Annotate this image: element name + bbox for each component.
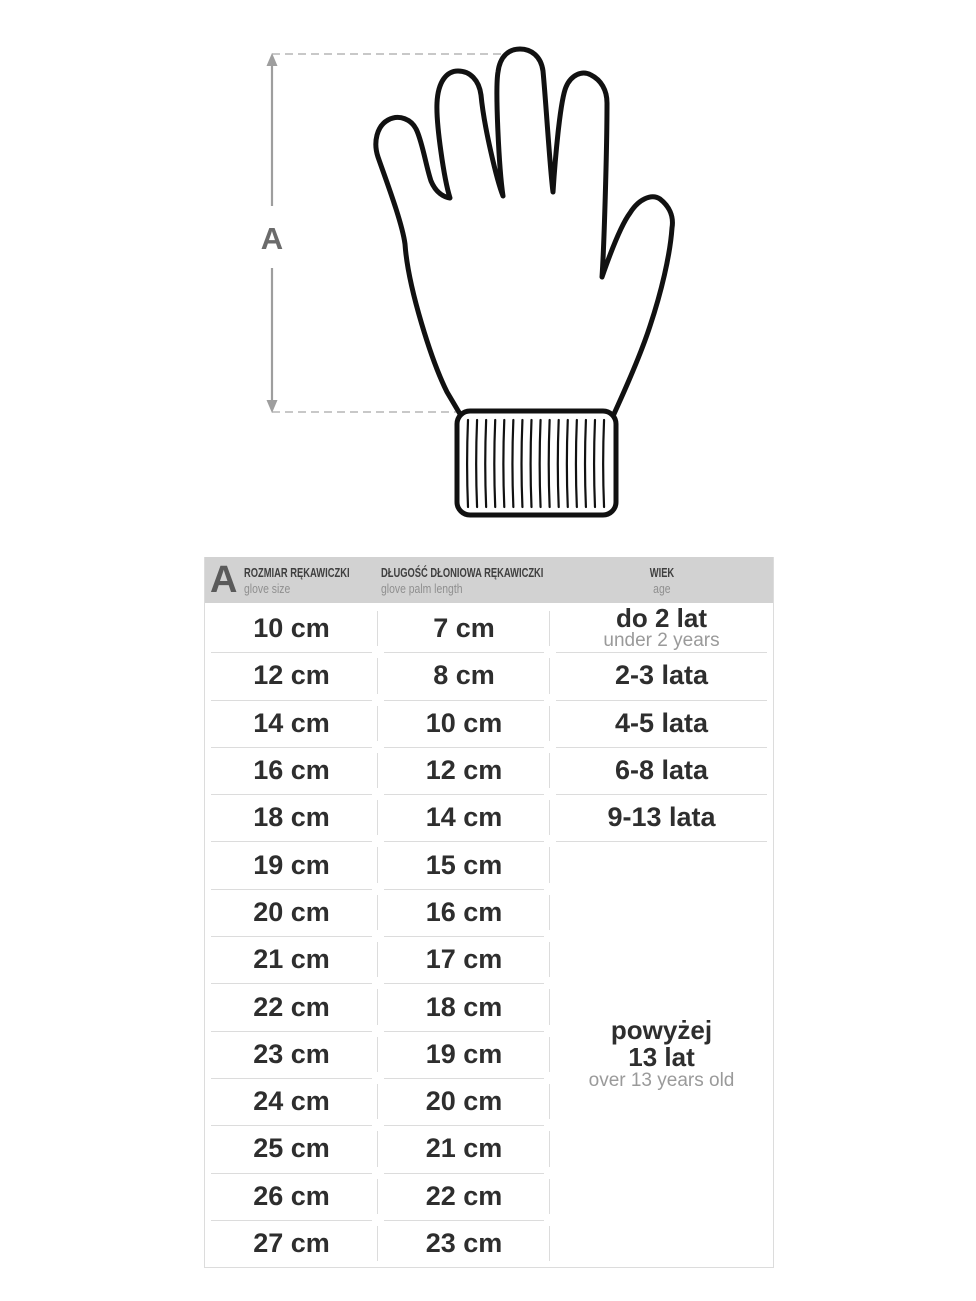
arrowhead-up — [267, 53, 278, 66]
age-cell: 2-3 lata — [550, 652, 773, 699]
glove-size-cell: 14 cm — [205, 700, 378, 747]
age-subtext: under 2 years — [603, 630, 720, 652]
glove-size-cell: 24 cm — [205, 1078, 378, 1125]
glove-size-cell: 18 cm — [205, 794, 378, 841]
glove-size-cell: 16 cm — [205, 747, 378, 794]
palm-length-cell: 15 cm — [378, 841, 550, 888]
glove-size-cell: 12 cm — [205, 652, 378, 699]
glove-size-cell: 22 cm — [205, 983, 378, 1030]
arrowhead-down — [267, 400, 278, 413]
table-body — [205, 605, 773, 1267]
glove-size-cell: 25 cm — [205, 1125, 378, 1172]
palm-length-cell: 23 cm — [378, 1220, 550, 1267]
glove-illustration — [230, 30, 730, 530]
age-cell: 4-5 lata — [550, 700, 773, 747]
palm-length-cell: 12 cm — [378, 747, 550, 794]
table-header — [205, 557, 773, 603]
dimension-label: A — [260, 221, 284, 256]
header-palm-length-en: glove palm length — [381, 580, 463, 596]
palm-length-cell: 19 cm — [378, 1031, 550, 1078]
age-merged-line1: powyżej — [610, 1015, 713, 1046]
age-value: do 2 lat — [615, 603, 707, 634]
palm-length-cell: 8 cm — [378, 652, 550, 699]
header-age-en: age — [652, 580, 671, 596]
glove-cuff — [457, 411, 616, 515]
age-merged-line2: 13 lat — [628, 1042, 695, 1073]
header-age-pl: WIEK — [649, 564, 674, 580]
col-header-age — [550, 557, 773, 603]
glove-size-cell: 10 cm — [205, 605, 378, 652]
glove-size-cell: 20 cm — [205, 889, 378, 936]
header-palm-length-pl: DŁUGOŚĆ DŁONIOWA RĘKAWICZKI — [381, 564, 544, 580]
size-table — [204, 557, 774, 1268]
header-letter: A — [210, 559, 238, 601]
glove-size-cell: 19 cm — [205, 841, 378, 888]
glove-size-cell: 27 cm — [205, 1220, 378, 1267]
palm-length-cell: 10 cm — [378, 700, 550, 747]
palm-length-cell: 20 cm — [378, 1078, 550, 1125]
glove-size-cell: 26 cm — [205, 1173, 378, 1220]
palm-length-cell: 22 cm — [378, 1173, 550, 1220]
header-glove-size-pl: ROZMIAR RĘKAWICZKI — [244, 564, 351, 580]
col-header-glove-size — [205, 557, 378, 603]
palm-length-cell: 21 cm — [378, 1125, 550, 1172]
age-merged-cell — [550, 841, 773, 1267]
glove-outline — [376, 49, 673, 414]
age-merged-subtext: over 13 years old — [588, 1070, 735, 1092]
age-cell: 9-13 lata — [550, 794, 773, 841]
palm-length-cell: 18 cm — [378, 983, 550, 1030]
palm-length-cell: 17 cm — [378, 936, 550, 983]
header-glove-size-en: glove size — [244, 580, 291, 596]
col-header-palm-length — [378, 557, 550, 603]
palm-length-cell: 14 cm — [378, 794, 550, 841]
age-cell — [550, 605, 773, 652]
glove-size-cell: 21 cm — [205, 936, 378, 983]
palm-length-cell: 16 cm — [378, 889, 550, 936]
age-cell: 6-8 lata — [550, 747, 773, 794]
glove-size-cell: 23 cm — [205, 1031, 378, 1078]
palm-length-cell: 7 cm — [378, 605, 550, 652]
